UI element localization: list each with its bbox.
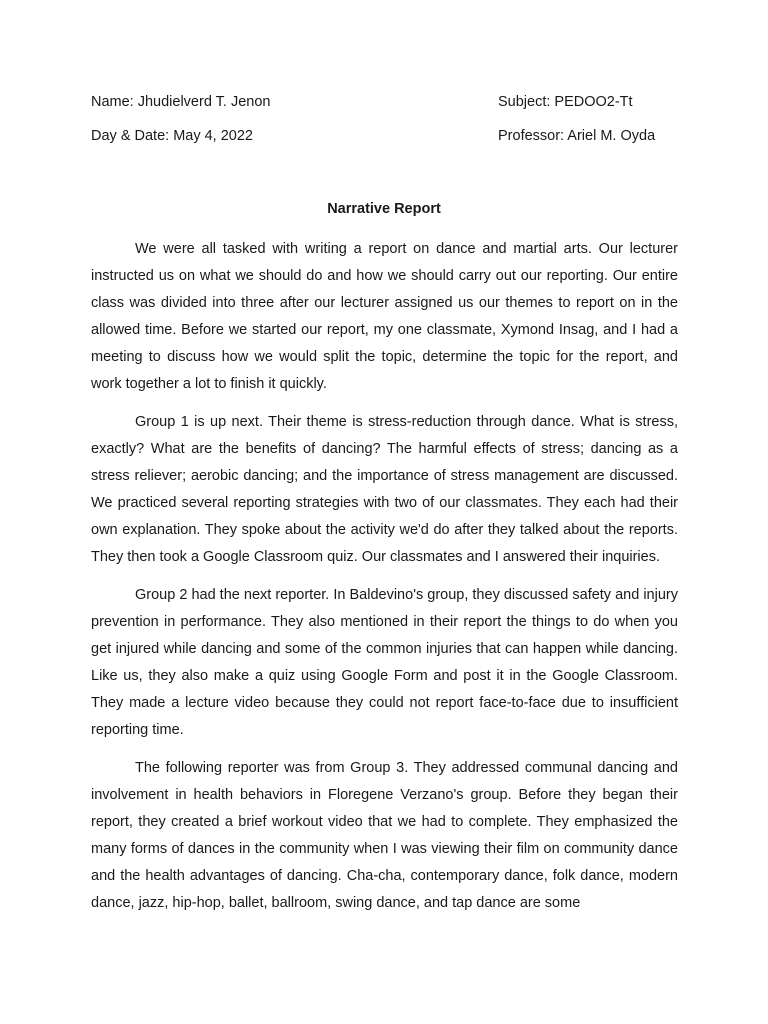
paragraph-1: We were all tasked with writing a report on dance and martial arts. Our lecturer instructed us on what we should do and how we should carry out our reporting. Our entire class was divided into three after our lecturer assigned us our themes to report on in the allowed time. Before we started our report, my one classmate, Xymond Insag, and I had a meeting to discuss how we would split the topic, determine the topic for the report, and work together a lot to finish it quickly. [91,241,678,392]
professor-field: Professor: Ariel M. Oyda [498,128,656,144]
subject-field: Subject: PEDOO2-Tt [498,94,633,110]
paragraph-3: Group 2 had the next reporter. In Baldevino's group, they discussed safety and injury prevention in performance. They also mentioned in their report the things to do when you get injured while dancing and some of the common injuries that can happen while dancing. Like us, they also make a quiz using Google Form and post it in the Google Classroom. They made a lecture video because they could not report face-to-face due to insufficient reporting time. [91,587,678,738]
date-field: Day & Date: May 4, 2022 [91,128,253,144]
document-title: Narrative Report [327,201,441,217]
paragraph-4: The following reporter was from Group 3. They addressed communal dancing and involvement in health behaviors in Floregene Verzano's group. Before they began their report, they created a brief workout video that we had to complete. They emphasized the many forms of dances in the community when I was viewing their film on community dance and the health advantages of dancing. Cha-cha, contemporary dance, folk dance, modern dance, jazz, hip-hop, ballet, ballroom, swing dance, and tap dance are some [91,760,678,911]
student-name: Name: Jhudielverd T. Jenon [91,94,271,110]
paragraph-2: Group 1 is up next. Their theme is stress-reduction through dance. What is stress, exactly? What are the benefits of dancing? The harmful effects of stress; dancing as a stress reliever; aerobic dancing; and the importance of stress management are discussed. We practiced several reporting strategies with two of our classmates. They each had their own explanation. They spoke about the activity we'd do after they talked about the reports. They then took a Google Classroom quiz. Our classmates and I answered their inquiries. [91,414,678,565]
report-body [91,236,678,928]
